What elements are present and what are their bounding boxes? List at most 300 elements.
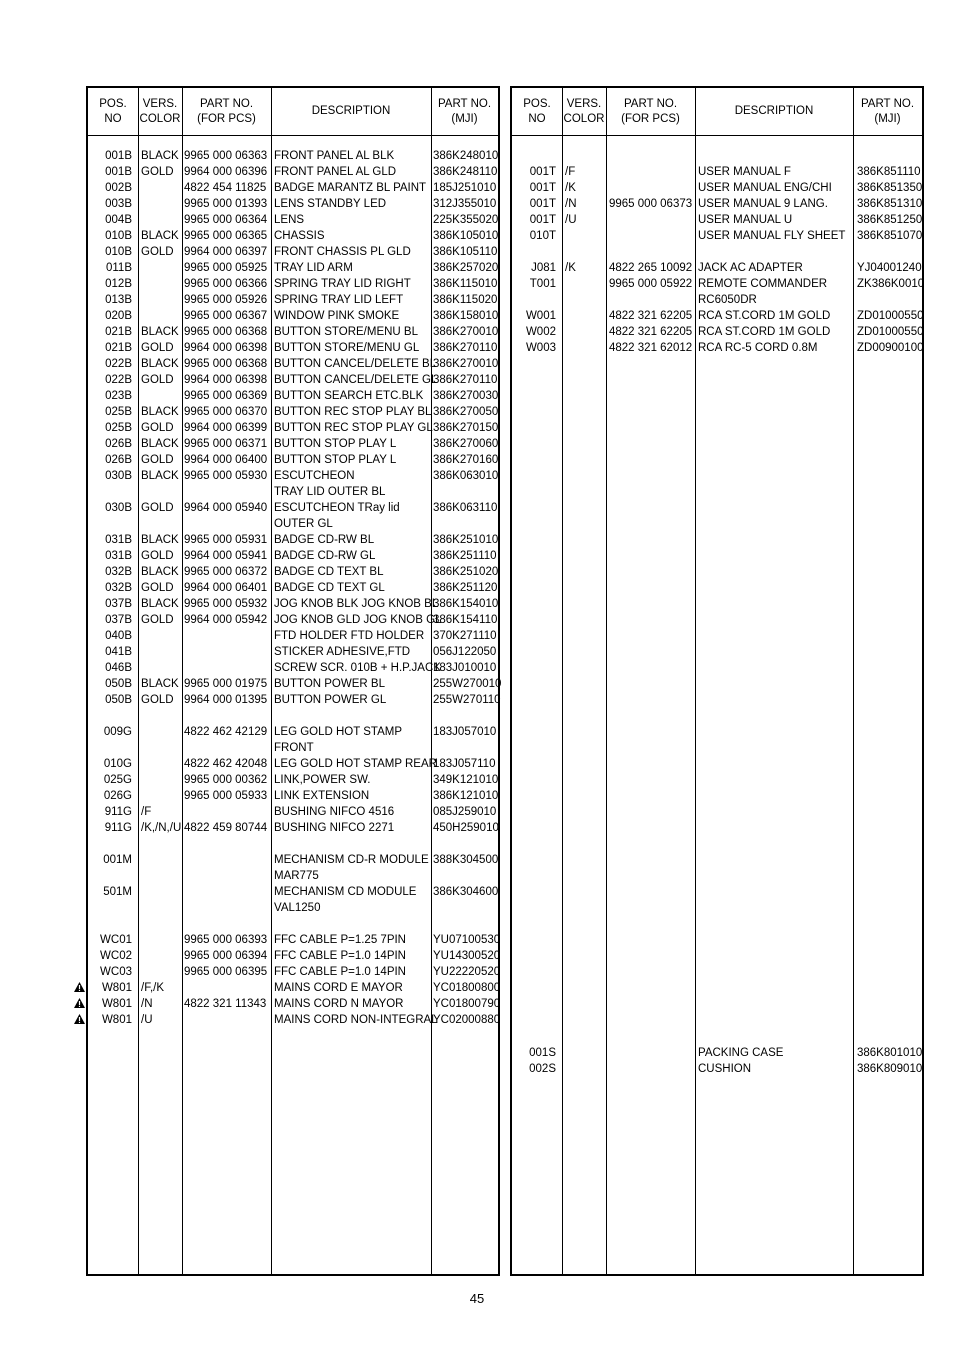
part-pcs-cell: 9964 000 05941 — [184, 550, 268, 562]
description-cell: RCA ST.CORD 1M GOLD — [698, 310, 831, 322]
pos-cell: 026G — [103, 790, 132, 802]
description-cell: PACKING CASE — [698, 1047, 784, 1059]
description-cell: LEG GOLD HOT STAMP REAR — [274, 758, 437, 770]
vers-cell: GOLD — [141, 422, 174, 434]
table-row — [88, 420, 498, 436]
parts-table-right — [510, 86, 924, 1276]
part-mji-cell: 386K105110 — [433, 246, 498, 258]
pos-cell: 021B — [105, 326, 132, 338]
vers-cell: BLACK — [141, 534, 179, 546]
rows-right — [512, 148, 925, 356]
vers-cell: BLACK — [141, 598, 179, 610]
table-row — [88, 628, 498, 644]
pos-cell: 020B — [105, 310, 132, 322]
table-row — [88, 964, 501, 980]
header-description: DESCRIPTION — [311, 105, 391, 117]
table-row — [512, 244, 922, 260]
pos-cell: WC03 — [100, 966, 132, 978]
part-pcs-cell: 9964 000 06397 — [184, 246, 268, 258]
table-header — [88, 88, 498, 136]
table-row — [88, 180, 498, 196]
part-mji-cell: 386K154010 — [433, 598, 499, 610]
part-mji-cell: 312J355010 — [433, 198, 497, 210]
pos-cell: 025B — [105, 422, 132, 434]
pos-cell: 012B — [105, 278, 132, 290]
part-pcs-cell: 9965 000 00362 — [184, 774, 268, 786]
description-cell: VAL1250 — [274, 902, 321, 914]
table-row — [88, 724, 498, 740]
description-cell: OUTER GL — [274, 518, 333, 530]
description-cell: TRAY LID ARM — [274, 262, 353, 274]
description-cell: BADGE CD-RW BL — [274, 534, 375, 546]
description-cell: MECHANISM CD-R MODULE — [274, 854, 429, 866]
table-row — [88, 852, 498, 868]
part-pcs-cell: 9965 000 06369 — [184, 390, 268, 402]
header-pos: POS. NO — [523, 97, 551, 125]
table-row — [88, 468, 498, 484]
pos-cell: 501M — [103, 886, 132, 898]
part-pcs-cell: 4822 454 11825 — [184, 182, 267, 194]
part-mji-cell: 183J010010 — [433, 662, 497, 674]
table-row — [88, 356, 498, 372]
vers-cell: /K — [565, 182, 576, 194]
header-pos: POS. NO — [99, 97, 127, 125]
table-row — [88, 820, 498, 836]
table-row — [88, 676, 502, 692]
table-row — [88, 868, 498, 884]
pos-cell: 030B — [105, 470, 132, 482]
pos-cell: 010B — [105, 230, 132, 242]
description-cell: FRONT — [274, 742, 314, 754]
part-mji-cell: 386K270150 — [433, 422, 499, 434]
table-row — [88, 836, 498, 852]
description-cell: STICKER ADHESIVE,FTD — [274, 646, 411, 658]
table-row — [88, 452, 498, 468]
table-row — [88, 564, 498, 580]
pos-cell: 025B — [105, 406, 132, 418]
pos-cell: 001S — [529, 1047, 556, 1059]
vers-cell: /U — [565, 214, 577, 226]
warning-triangle-icon — [74, 1014, 85, 1027]
description-cell: BUTTON POWER GL — [274, 694, 387, 706]
part-pcs-cell: 9965 000 05932 — [184, 598, 268, 610]
pos-cell: 009G — [103, 726, 132, 738]
part-mji-cell: 349K121010 — [433, 774, 499, 786]
description-cell: USER MANUAL F — [698, 166, 791, 178]
pos-cell: 037B — [105, 614, 132, 626]
vers-cell: BLACK — [141, 678, 179, 690]
table-row — [88, 532, 498, 548]
part-pcs-cell: 4822 321 62205 — [609, 326, 693, 338]
description-cell: FFC CABLE P=1.0 14PIN — [274, 966, 406, 978]
pos-cell: 001M — [103, 854, 132, 866]
vers-cell: BLACK — [141, 438, 179, 450]
part-pcs-cell: 9965 000 06394 — [184, 950, 268, 962]
description-cell: USER MANUAL 9 LANG. — [698, 198, 828, 210]
vers-cell: GOLD — [141, 694, 174, 706]
description-cell: CUSHION — [698, 1063, 752, 1075]
description-cell: BUTTON CANCEL/DELETE GL — [274, 374, 438, 386]
table-row — [88, 148, 498, 164]
part-pcs-cell: 9964 000 05940 — [184, 502, 268, 514]
pos-cell: 032B — [105, 582, 132, 594]
pos-cell: 050B — [105, 678, 132, 690]
vers-cell: GOLD — [141, 582, 174, 594]
part-mji-cell: 056J122050 — [433, 646, 497, 658]
part-pcs-cell: 4822 459 80744 — [184, 822, 268, 834]
part-mji-cell: 085J259010 — [433, 806, 497, 818]
vers-cell: /N — [141, 998, 153, 1010]
table-row — [512, 212, 922, 228]
description-cell: BUSHING NIFCO 4516 — [274, 806, 395, 818]
vers-cell: /K,/N,/U — [141, 822, 182, 834]
vers-cell: /F — [141, 806, 152, 818]
table-row — [88, 980, 501, 996]
part-pcs-cell: 9965 000 06365 — [184, 230, 268, 242]
part-mji-cell: 386K251110 — [433, 550, 497, 562]
part-mji-cell: 386K248010 — [433, 150, 499, 162]
part-mji-cell: 386K851110 — [857, 166, 921, 178]
table-row — [88, 308, 498, 324]
header-vers: VERS. COLOR — [563, 97, 605, 125]
description-cell: BADGE MARANTZ BL PAINT — [274, 182, 427, 194]
pos-cell: 050B — [105, 694, 132, 706]
vers-cell: /F,/K — [141, 982, 165, 994]
part-mji-cell: 386K154110 — [433, 614, 498, 626]
table-row — [88, 292, 498, 308]
part-mji-cell: 386K270050 — [433, 406, 499, 418]
pos-cell: T001 — [529, 278, 556, 290]
part-mji-cell: 386K063010 — [433, 470, 499, 482]
description-cell: SPRING TRAY LID LEFT — [274, 294, 404, 306]
description-cell: BUSHING NIFCO 2271 — [274, 822, 395, 834]
part-mji-cell: 386K063110 — [433, 502, 498, 514]
description-cell: TRAY LID OUTER BL — [274, 486, 386, 498]
table-row — [88, 932, 501, 948]
header-part-mji: PART NO. (MJI) — [437, 97, 492, 125]
pos-cell: 021B — [105, 342, 132, 354]
vers-cell: GOLD — [141, 166, 174, 178]
part-mji-cell: YC01800800 — [433, 982, 501, 994]
part-mji-cell: 185J251010 — [433, 182, 497, 194]
table-row — [88, 1012, 501, 1028]
table-row — [88, 692, 501, 708]
vers-cell: BLACK — [141, 358, 179, 370]
part-pcs-cell: 9964 000 06400 — [184, 454, 268, 466]
part-mji-cell: ZD01000550 — [857, 326, 924, 338]
vers-cell: BLACK — [141, 326, 179, 338]
description-cell: RC6050DR — [698, 294, 757, 306]
part-pcs-cell: 4822 265 10092 — [609, 262, 693, 274]
description-cell: FTD HOLDER FTD HOLDER — [274, 630, 425, 642]
pos-cell: 001T — [529, 198, 556, 210]
part-mji-cell: ZK386K0010 — [857, 278, 925, 290]
pos-cell: 037B — [105, 598, 132, 610]
part-mji-cell: 386K121010 — [433, 790, 499, 802]
description-cell: SCREW SCR. 010B + H.P.JACK — [274, 662, 441, 674]
table-row — [512, 228, 922, 244]
vers-cell: GOLD — [141, 454, 174, 466]
description-cell: FRONT PANEL AL GLD — [274, 166, 397, 178]
vers-cell: GOLD — [141, 614, 174, 626]
pos-cell: 002S — [529, 1063, 556, 1075]
part-mji-cell: 386K105010 — [433, 230, 499, 242]
description-cell: SPRING TRAY LID RIGHT — [274, 278, 411, 290]
description-cell: WINDOW PINK SMOKE — [274, 310, 400, 322]
pos-cell: 001T — [529, 166, 556, 178]
table-row — [88, 324, 498, 340]
table-row — [88, 244, 498, 260]
part-mji-cell: 386K115020 — [433, 294, 498, 306]
pos-cell: J081 — [531, 262, 556, 274]
vers-cell: /U — [141, 1014, 153, 1026]
table-row — [88, 708, 498, 724]
header-vers: VERS. COLOR — [139, 97, 181, 125]
header-part-pcs: PART NO. (FOR PCS) — [197, 97, 256, 125]
part-mji-cell: 386K851070 — [857, 230, 923, 242]
table-row — [88, 756, 498, 772]
part-pcs-cell: 9965 000 06370 — [184, 406, 268, 418]
description-cell: BUTTON REC STOP PLAY BL — [274, 406, 432, 418]
table-row — [88, 228, 498, 244]
table-row — [512, 148, 922, 164]
part-pcs-cell: 9964 000 06399 — [184, 422, 268, 434]
description-cell: BUTTON STOP PLAY L — [274, 438, 397, 450]
vers-cell: /K — [565, 262, 576, 274]
description-cell: MAINS CORD E MAYOR — [274, 982, 403, 994]
part-pcs-cell: 9965 000 05922 — [609, 278, 693, 290]
part-pcs-cell: 9965 000 05926 — [184, 294, 268, 306]
part-mji-cell: 386K158010 — [433, 310, 499, 322]
description-cell: LINK,POWER SW. — [274, 774, 371, 786]
table-row — [512, 1045, 922, 1061]
pos-cell: 001T — [529, 214, 556, 226]
pos-cell: 030B — [105, 502, 132, 514]
table-row — [512, 196, 922, 212]
pos-cell: 023B — [105, 390, 132, 402]
part-mji-cell: 386K851250 — [857, 214, 923, 226]
table-row — [512, 180, 922, 196]
part-mji-cell: 386K851350 — [857, 182, 923, 194]
table-row — [88, 916, 498, 932]
pos-cell: 013B — [105, 294, 132, 306]
vers-cell: BLACK — [141, 406, 179, 418]
part-pcs-cell: 9964 000 01395 — [184, 694, 268, 706]
pos-cell: 022B — [105, 374, 132, 386]
part-mji-cell: 386K270030 — [433, 390, 499, 402]
description-cell: BADGE CD TEXT BL — [274, 566, 384, 578]
part-mji-cell: 386K851310 — [857, 198, 923, 210]
part-mji-cell: 386K270110 — [433, 342, 498, 354]
part-pcs-cell: 9965 000 06373 — [609, 198, 693, 210]
description-cell: USER MANUAL U — [698, 214, 793, 226]
header-part-pcs: PART NO. (FOR PCS) — [621, 97, 680, 125]
description-cell: FRONT PANEL AL BLK — [274, 150, 395, 162]
pos-cell: 032B — [105, 566, 132, 578]
pos-cell: 001T — [529, 182, 556, 194]
pos-cell: W801 — [101, 1014, 132, 1026]
part-mji-cell: 370K271110 — [433, 630, 497, 642]
part-pcs-cell: 4822 321 62205 — [609, 310, 693, 322]
parts-table-left — [86, 86, 500, 1276]
part-mji-cell: 386K809010 — [857, 1063, 923, 1075]
part-mji-cell: 255W270110 — [433, 694, 501, 706]
part-pcs-cell: 4822 462 42048 — [184, 758, 268, 770]
pos-cell: 002B — [105, 182, 132, 194]
part-pcs-cell: 9964 000 06398 — [184, 374, 268, 386]
description-cell: LENS STANDBY LED — [274, 198, 387, 210]
pos-cell: W001 — [525, 310, 556, 322]
vers-cell: /F — [565, 166, 576, 178]
part-mji-cell: YJ04001240 — [857, 262, 922, 274]
description-cell: BUTTON POWER BL — [274, 678, 385, 690]
table-row — [88, 660, 498, 676]
pos-cell: 026B — [105, 454, 132, 466]
description-cell: JACK AC ADAPTER — [698, 262, 803, 274]
part-mji-cell: 386K270110 — [433, 374, 498, 386]
table-header — [512, 88, 922, 136]
table-row — [88, 484, 498, 500]
pos-cell: 031B — [105, 550, 132, 562]
part-pcs-cell: 9965 000 06372 — [184, 566, 268, 578]
pos-cell: 011B — [105, 262, 132, 274]
part-mji-cell: 386K251010 — [433, 534, 499, 546]
table-row — [88, 260, 498, 276]
vers-cell: BLACK — [141, 566, 179, 578]
page-number: 45 — [469, 1291, 485, 1306]
table-row — [512, 276, 925, 292]
part-mji-cell: 386K257020 — [433, 262, 499, 274]
part-pcs-cell: 9965 000 05931 — [184, 534, 268, 546]
part-mji-cell: ZD01000550 — [857, 310, 924, 322]
table-row — [88, 884, 498, 900]
part-pcs-cell: 9965 000 01975 — [184, 678, 268, 690]
pos-cell: W801 — [101, 982, 132, 994]
description-cell: BUTTON STOP PLAY L — [274, 454, 397, 466]
description-cell: ESCUTCHEON — [274, 470, 355, 482]
part-pcs-cell: 9965 000 01393 — [184, 198, 268, 210]
part-mji-cell: 388K304500 — [433, 854, 499, 866]
part-pcs-cell: 9965 000 06368 — [184, 326, 268, 338]
part-mji-cell: YC02000880 — [433, 1014, 501, 1026]
part-pcs-cell: 9964 000 06396 — [184, 166, 268, 178]
table-row — [88, 164, 498, 180]
part-mji-cell: 386K248110 — [433, 166, 498, 178]
table-row — [512, 1061, 922, 1077]
table-row — [88, 196, 498, 212]
description-cell: BADGE CD TEXT GL — [274, 582, 385, 594]
description-cell: CHASSIS — [274, 230, 325, 242]
description-cell: RCA ST.CORD 1M GOLD — [698, 326, 831, 338]
part-pcs-cell: 9964 000 05942 — [184, 614, 268, 626]
part-pcs-cell: 9965 000 06393 — [184, 934, 268, 946]
table-row — [88, 996, 501, 1012]
pos-cell: 046B — [105, 662, 132, 674]
part-pcs-cell: 9965 000 06368 — [184, 358, 268, 370]
vers-cell: BLACK — [141, 150, 179, 162]
description-cell: JOG KNOB GLD JOG KNOB GL — [274, 614, 442, 626]
table-row — [512, 164, 922, 180]
pos-cell: 911G — [104, 822, 132, 834]
part-pcs-cell: 9965 000 06364 — [184, 214, 268, 226]
description-cell: LEG GOLD HOT STAMP — [274, 726, 403, 738]
description-cell: MAINS CORD NON-INTEGRAL — [274, 1014, 438, 1026]
vers-cell: GOLD — [141, 342, 174, 354]
part-pcs-cell: 9965 000 06371 — [184, 438, 268, 450]
description-cell: USER MANUAL ENG/CHI — [698, 182, 832, 194]
pos-cell: 003B — [105, 198, 132, 210]
pos-cell: 911G — [104, 806, 132, 818]
part-pcs-cell: 9965 000 06366 — [184, 278, 268, 290]
table-row — [88, 740, 498, 756]
vers-cell: BLACK — [141, 230, 179, 242]
part-pcs-cell: 9964 000 06401 — [184, 582, 268, 594]
description-cell: LENS — [274, 214, 305, 226]
pos-cell: WC01 — [100, 934, 132, 946]
vers-cell: GOLD — [141, 550, 174, 562]
description-cell: FFC CABLE P=1.25 7PIN — [274, 934, 406, 946]
description-cell: BUTTON CANCEL/DELETE BL — [274, 358, 437, 370]
vers-cell: /N — [565, 198, 577, 210]
table-row — [512, 260, 922, 276]
part-mji-cell: 386K270060 — [433, 438, 499, 450]
table-row — [88, 404, 498, 420]
table-row — [88, 372, 498, 388]
part-mji-cell: ZD00900100 — [857, 342, 924, 354]
table-row — [512, 324, 922, 340]
description-cell: MECHANISM CD MODULE — [274, 886, 417, 898]
part-pcs-cell: 9965 000 05925 — [184, 262, 268, 274]
table-row — [512, 292, 922, 308]
pos-cell: 010B — [105, 246, 132, 258]
table-row — [88, 212, 498, 228]
part-pcs-cell: 9965 000 06363 — [184, 150, 268, 162]
description-cell: RCA RC-5 CORD 0.8M — [698, 342, 818, 354]
rows-left — [88, 148, 502, 1028]
part-mji-cell: YU07100530 — [433, 934, 501, 946]
vers-cell: GOLD — [141, 246, 174, 258]
pos-cell: WC02 — [100, 950, 132, 962]
pos-cell: 031B — [105, 534, 132, 546]
part-pcs-cell: 4822 321 62012 — [609, 342, 693, 354]
pos-cell: W003 — [525, 342, 556, 354]
table-row — [88, 612, 498, 628]
part-mji-cell: 183J057010 — [433, 726, 497, 738]
part-mji-cell: 386K801010 — [857, 1047, 923, 1059]
table-row — [88, 500, 498, 516]
description-cell: BADGE CD-RW GL — [274, 550, 376, 562]
part-mji-cell: YC01800790 — [433, 998, 501, 1010]
part-mji-cell: YU22220520 — [433, 966, 501, 978]
part-pcs-cell: 9965 000 06395 — [184, 966, 268, 978]
rows-right-bottom — [512, 1045, 922, 1077]
table-row — [88, 804, 498, 820]
pos-cell: 022B — [105, 358, 132, 370]
pos-cell: 010T — [529, 230, 556, 242]
part-pcs-cell: 4822 462 42129 — [184, 726, 268, 738]
table-row — [88, 580, 498, 596]
part-mji-cell: 255W270010 — [433, 678, 502, 690]
part-pcs-cell: 9965 000 05933 — [184, 790, 268, 802]
description-cell: LINK EXTENSION — [274, 790, 370, 802]
table-row — [88, 644, 498, 660]
part-pcs-cell: 9965 000 05930 — [184, 470, 268, 482]
part-mji-cell: 386K251120 — [433, 582, 498, 594]
pos-cell: 025G — [103, 774, 132, 786]
table-row — [88, 516, 498, 532]
part-mji-cell: YU14300520 — [433, 950, 501, 962]
table-row — [88, 772, 498, 788]
